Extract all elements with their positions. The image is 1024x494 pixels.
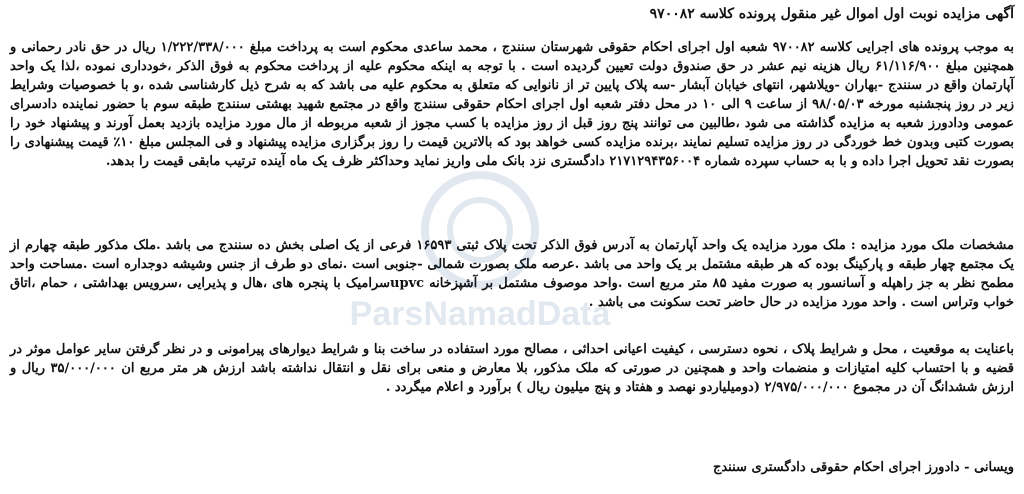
signature-line: ویسانی - دادورز اجرای احکام حقوقی دادگستری سنندج [712, 460, 1014, 475]
notice-title: آگهی مزایده نوبت اول اموال غیر منقول پرونده کلاسه ۹۷۰۰۸۲ [649, 6, 1014, 22]
property-specifications-paragraph: مشخصات ملک مورد مزایده : ملک مورد مزایده یک واحد آپارتمان به آدرس فوق الذکر تحت پلاک ثبتی ۱۶۵۹۳ فرعی از یک اصلی بخش ده سنندج می باشد .ملک مذکور طبقه چهارم از یک مجتمع چهار طبقه و پارکینگ بوده که هر طبقه مشتمل بر یک واحد می باشد .عرصه ملک بصورت شمالی -جنوبی است .نمای دو طرف از جنس وشیشه دوجداره است .مساحت واحد مطمح نظر به جز راهپله و آسانسور به صورت مفید ۸۵ متر مربع است .واحد موصوف مشتمل بر آشپزخانه upvcسرامیک با پنجره های ،هال و پذیرایی ،سرویس بهداشتی ، حمام ،اتاق خواب وتراس است . واحد مورد مزایده در حال حاضر تحت سکونت می باشد . [10, 238, 1014, 310]
watermark-text: ParsNamadData [349, 295, 611, 333]
valuation-paragraph: باعنایت به موقعیت ، محل و شرایط پلاک ، نحوه دسترسی ، کیفیت اعیانی احداثی ، مصالح مورد استفاده در ساخت بنا و شرایط دیوارهای پیرامونی و در نظر گرفتن سایر عوامل موثر در قضیه و با احتساب کلیه امتیازات و منضمات واحد و همچنین در صورتی که ملک مذکور، بلا معارض و منعی برای نقل و انتقال نداشته باشد ارزش هر متر مربع ان ۳۵/۰۰۰/۰۰۰ ریال و ارزش ششدانگ آن در مجموع ۲/۹۷۵/۰۰۰/۰۰۰ (دومیلیاردو نهصد و هفتاد و پنج میلیون ریال ) برآورد و اعلام میگردد . [10, 342, 1014, 395]
notice-paragraph-terms: به موجب پرونده های اجرایی کلاسه ۹۷۰۰۸۲ شعبه اول اجرای احکام حقوقی شهرستان سنندج ، محمد ساعدی محکوم است به پرداخت مبلغ ۱/۲۲۲/۳۳۸/۰۰۰ ریال در حق نادر رحمانی و همچنین مبلغ ۶۱/۱۱۶/۹۰۰ ریال هزینه نیم عشر در حق صندوق دولت تعیین گردیده است . با توجه به اینکه محکوم علیه از پرداخت محکوم به فوق الذکر ،خودداری نموده ،لذا یک واحد آپارتمان واقع در سنندج -بهاران -ویلاشهر، انتهای خیابان آبشار -سه پلاک پایین تر از نانوایی که متعلق به محکوم علیه می باشد که به شرح ذیل کارشناسی شده ،و با خصوصیات وشرایط زیر در روز پنجشنبه مورخه ۹۸/۰۵/۰۳ از ساعت ۹ الی ۱۰ در محل دفتر شعبه اول اجرای احکام حقوقی سنندج واقع در مجتمع شهید بهشتی سنندج طبقه سوم با حضور نماینده دادسرای عمومی ودادورز شعبه به مزایده گذاشته می شود ،طالبین می توانند پنج روز قبل از روز مزایده با کسب مجوز از شعبه مربوطه از مال مورد مزایده بازدید بعمل آورند و پیشنهاد خود را بصورت کتبی وبدون خط خوردگی در روز مزایده تسلیم نمایند ،برنده مزایده کسی خواهد بود که بالاترین قیمت را روز برگزاری مزایده پیشنهاد و فی المجلس مبلغ ۱۰٪ قیمت پیشنهادی را بصورت نقد تحویل اجرا داده و با به حساب سپرده شماره ۲۱۷۱۲۹۴۳۵۶۰۰۴ دادگستری نزد بانک ملی واریز نماید وحداکثر ظرف یک ماه آینده ترتیب مابقی قیمت را بدهد. [10, 40, 1014, 169]
